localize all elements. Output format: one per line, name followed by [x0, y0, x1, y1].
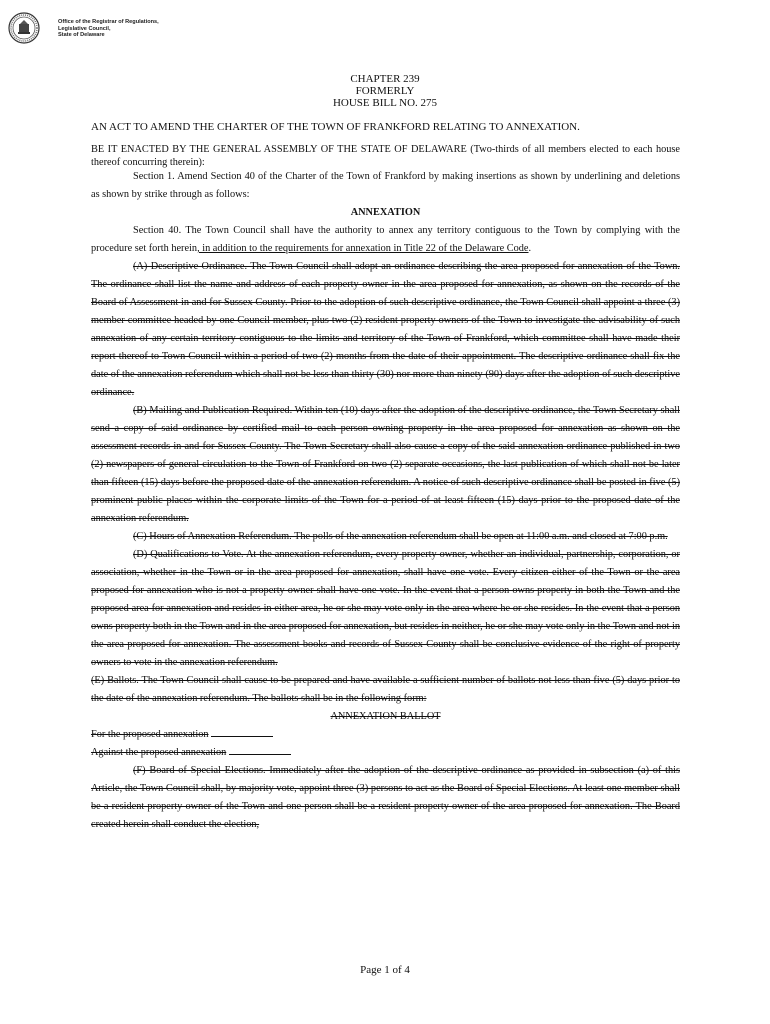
ballot-against-text: Against the proposed annexation — [91, 747, 227, 758]
annexation-heading: ANNEXATION — [350, 207, 421, 218]
ballot-for-blank — [211, 728, 273, 737]
subsection-f-struck: (F) Board of Special Elections. Immediately after the adoption of the descriptive ordinance as provided in subsection (a) of this Article, the Town Council shall, by majority vote, appoint three (3) persons to act as the Board of Special Elections. At least one member shall be a resident property owner of the Town and one person shall be a resident property owner of the area proposed for annexation. The Board created herein shall conduct the election, — [91, 765, 680, 830]
house-bill-number: HOUSE BILL NO. 275 — [332, 97, 438, 109]
office-line: Office of the Registrar of Regulations, — [58, 19, 159, 25]
page-number: Page 1 of 4 — [360, 964, 410, 976]
act-title: AN ACT TO AMEND THE CHARTER OF THE TOWN OF FRANKFORD RELATING TO ANNEXATION. — [91, 121, 580, 133]
office-header — [58, 19, 159, 39]
delaware-seal-icon — [8, 12, 40, 44]
document-body — [91, 168, 680, 834]
section-40-text — [91, 222, 680, 258]
section-40-plain: Section 40. The Town Council shall have the authority to annex any territory contiguous to the Town by complying with the procedure set forth herein — [91, 225, 680, 254]
subsection-d-struck: (D) Qualifications to Vote. At the annexation referendum, every property owner, whether an individual, partnership, corporation, or association, whether in the Town or in the area proposed for annexation, shall have one vote. Every citizen either of the Town or the area proposed for annexation who is not a property owner shall have one vote. In the event that a person owns property in both the Town and the proposed area for annexation and resides in either area, he or she may vote only in the area where he or she resides. In the event that a person owns property both in the Town and in the area proposed for annexation, but resides in neither, he or she may vote only in the Town and not in the area proposed for annexation. The assessment books and records of Sussex County shall be conclusive evidence of the right of property owners to vote in the annexation referendum. — [91, 549, 680, 668]
subsection-b-struck: (B) Mailing and Publication Required. Within ten (10) days after the adoption of the descriptive ordinance, the Town Secretary shall send a copy of said ordinance by certified mail to each person owning property in the area proposed for annexation as shown on the assessment records in and for Sussex County. The Town Secretary shall also cause a copy of the said annexation ordinance published in two (2) newspapers of general circulation to the Town of Frankford on two (2) separate occasions, the last publication of which shall not be later than fifteen (15) days before the proposed date of the annexation referendum. A notice of such descriptive ordinance shall be posted in five (5) prominent public places within the corporate limits of the Town for a period of at least fifteen (15) days prior to the proposed date of the annexation referendum. — [91, 405, 680, 524]
ballot-for-line — [91, 726, 680, 744]
subsection-c-struck: (C) Hours of Annexation Referendum. The polls of the annexation referendum shall be open at 11:00 a.m. and closed at 7:00 p.m. — [133, 531, 668, 542]
ballot-against-line — [91, 744, 680, 762]
section-40-insertion: , in addition to the requirements for annexation in Title 22 of the Delaware Code — [197, 243, 529, 254]
chapter-number: CHAPTER 239 — [350, 73, 420, 85]
ballot-for-text: For the proposed annexation — [91, 729, 209, 740]
office-line: State of Delaware — [58, 32, 105, 39]
chapter-formerly: FORMERLY — [355, 85, 415, 97]
section-1-text: Section 1. Amend Section 40 of the Charter of the Town of Frankford by making insertions as shown by underlining and deletions as shown by strike through as follows: — [91, 171, 680, 200]
ballot-heading-struck: ANNEXATION BALLOT — [330, 711, 441, 722]
office-line: Legislative Council, — [58, 25, 111, 32]
ballot-against-blank — [229, 746, 291, 755]
enacting-clause: BE IT ENACTED BY THE GENERAL ASSEMBLY OF THE STATE OF DELAWARE (Two-thirds of all members elected to each house thereof concurring therein): — [91, 144, 680, 168]
section-40-end: . — [528, 243, 532, 254]
subsection-a-struck: (A) Descriptive Ordinance. The Town Council shall adopt an ordinance describing the area proposed for annexation of the Town. The ordinance shall list the name and address of each property owner in the area proposed for annexation, as shown on the records of the Board of Assessment in and for Sussex County. Prior to the adoption of such descriptive ordinance, the Town Council shall appoint a three (3) member committee headed by one Council member, plus two (2) resident property owners of the Town to investigate the advisability of such annexation of any certain territory contiguous to the limits and territory of the Town of Frankford, which committee shall have made their report thereof to Town Council within a period of two (2) months from the date of their appointment. The descriptive ordinance shall fix the date of the annexation referendum which shall not be less than thirty (30) nor more than ninety (90) days after the adoption of such descriptive ordinance. — [91, 261, 680, 398]
subsection-e-struck: (E) Ballots. The Town Council shall cause to be prepared and have available a sufficient number of ballots not less than five (5) days prior to the date of the annexation referendum. The ballots shall be in the following form: — [91, 675, 680, 704]
